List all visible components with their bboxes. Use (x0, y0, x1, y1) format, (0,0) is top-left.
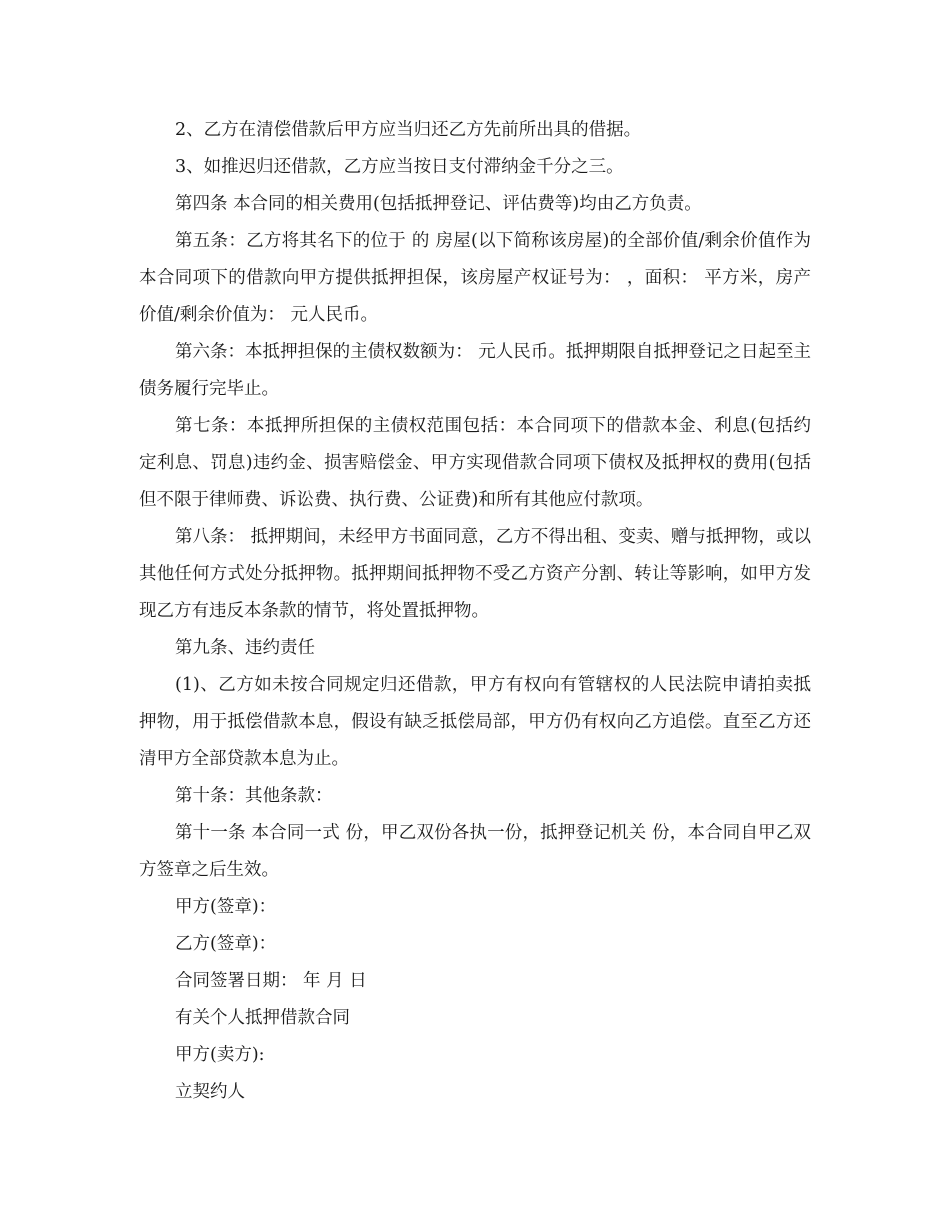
article-4-fees: 第四条 本合同的相关费用(包括抵押登记、评估费等)均由乙方负责。 (175, 194, 702, 214)
document-body (139, 112, 811, 1111)
next-contract-title: 有关个人抵押借款合同 (175, 1008, 350, 1028)
article-8-mortgage-restrictions: 第八条： 抵押期间，未经甲方书面同意，乙方不得出租、变卖、赠与抵押物，或以其他任何方式处分抵押物。抵押期间抵押物不受乙方资产分割、转让等影响，如甲方发现乙方有违反本条款的情节，将处置抵押物。 (139, 527, 811, 621)
article-10-other-terms: 第十条：其他条款： (175, 786, 333, 806)
contracting-party-line: 立契约人 (175, 1082, 245, 1102)
article-7-secured-scope: 第七条：本抵押所担保的主债权范围包括：本合同项下的借款本金、利息(包括约定利息、罚息)违约金、损害赔偿金、甲方实现借款合同项下债权及抵押权的费用(包括但不限于律师费、诉讼费、执行费、公证费)和所有其他应付款项。 (139, 416, 811, 510)
article-5-collateral: 第五条：乙方将其名下的位于 的 房屋(以下简称该房屋)的全部价值/剩余价值作为本合同项下的借款向甲方提供抵押担保，该房屋产权证号为： ，面积： 平方米，房产价值/剩余价值为： 元人民币。 (139, 231, 811, 325)
party-a-signature-line: 甲方(签章)： (175, 897, 277, 917)
article-9-item-1: (1)、乙方如未按合同规定归还借款，甲方有权向有管辖权的人民法院申请拍卖抵押物，用于抵偿借款本息，假设有缺乏抵偿局部，甲方仍有权向乙方追偿。直至乙方还清甲方全部贷款本息为止。 (139, 675, 811, 769)
signing-date-line: 合同签署日期： 年 月 日 (175, 971, 367, 991)
clause-3-late-fee: 3、如推迟归还借款，乙方应当按日支付滞纳金千分之三。 (175, 157, 624, 177)
clause-2-repayment-receipt: 2、乙方在清偿借款后甲方应当归还乙方先前所出具的借据。 (175, 120, 642, 140)
article-11-copies-effect: 第十一条 本合同一式 份，甲乙双份各执一份，抵押登记机关 份，本合同自甲乙双方签章之后生效。 (139, 823, 811, 880)
article-9-heading: 第九条、违约责任 (175, 638, 315, 658)
party-a-seller-line: 甲方(卖方): (175, 1045, 265, 1065)
party-b-signature-line: 乙方(签章)： (175, 934, 277, 954)
article-6-principal-amount: 第六条：本抵押担保的主债权数额为： 元人民币。抵押期限自抵押登记之日起至主债务履行完毕止。 (139, 342, 811, 399)
